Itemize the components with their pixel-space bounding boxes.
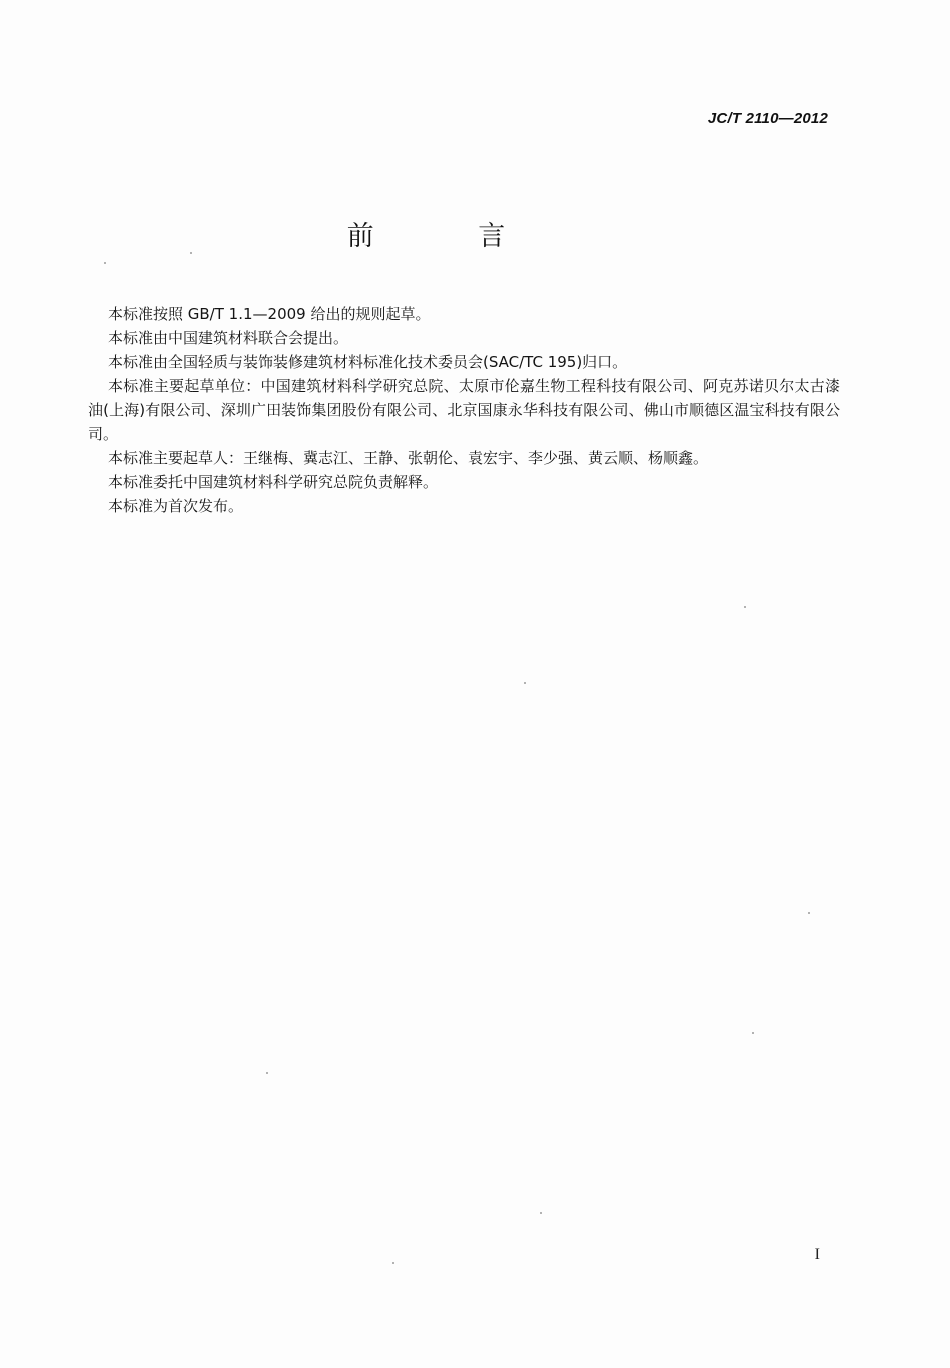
page-number: I (814, 1246, 820, 1263)
page-title: 前 言 (346, 221, 554, 252)
scan-speck (540, 1212, 542, 1214)
scan-speck (744, 606, 746, 608)
paragraph-drafters: 本标准主要起草人：王继梅、冀志江、王静、张朝伦、袁宏宇、李少强、黄云顺、杨顺鑫。 (108, 449, 709, 467)
scan-speck (104, 262, 106, 264)
paragraph-first-release: 本标准为首次发布。 (108, 497, 244, 515)
paragraph-proposed-by: 本标准由中国建筑材料联合会提出。 (108, 329, 349, 347)
scan-speck (752, 1032, 754, 1034)
scan-speck (808, 912, 810, 914)
scan-speck (524, 682, 526, 684)
paragraph-drafting-units: 本标准主要起草单位：中国建筑材料科学研究总院、太原市伦嘉生物工程科技有限公司、阿克苏诺贝尔太古漆油(上海)有限公司、深圳广田装饰集团股份有限公司、北京国康永华科技有限公司、佛山市顺德区温宝科技有限公司。 (88, 377, 840, 443)
paragraph-interpretation: 本标准委托中国建筑材料科学研究总院负责解释。 (108, 473, 439, 491)
standard-code: JC/T 2110—2012 (707, 110, 828, 127)
paragraph-under-jurisdiction: 本标准由全国轻质与装饰装修建筑材料标准化技术委员会(SAC/TC 195)归口。 (108, 353, 628, 371)
scan-speck (266, 1072, 268, 1074)
scan-speck (190, 252, 192, 254)
foreword-body (88, 302, 840, 518)
scan-speck (392, 1262, 394, 1264)
paragraph-drafting-rules: 本标准按照 GB/T 1.1—2009 给出的规则起草。 (108, 305, 431, 323)
